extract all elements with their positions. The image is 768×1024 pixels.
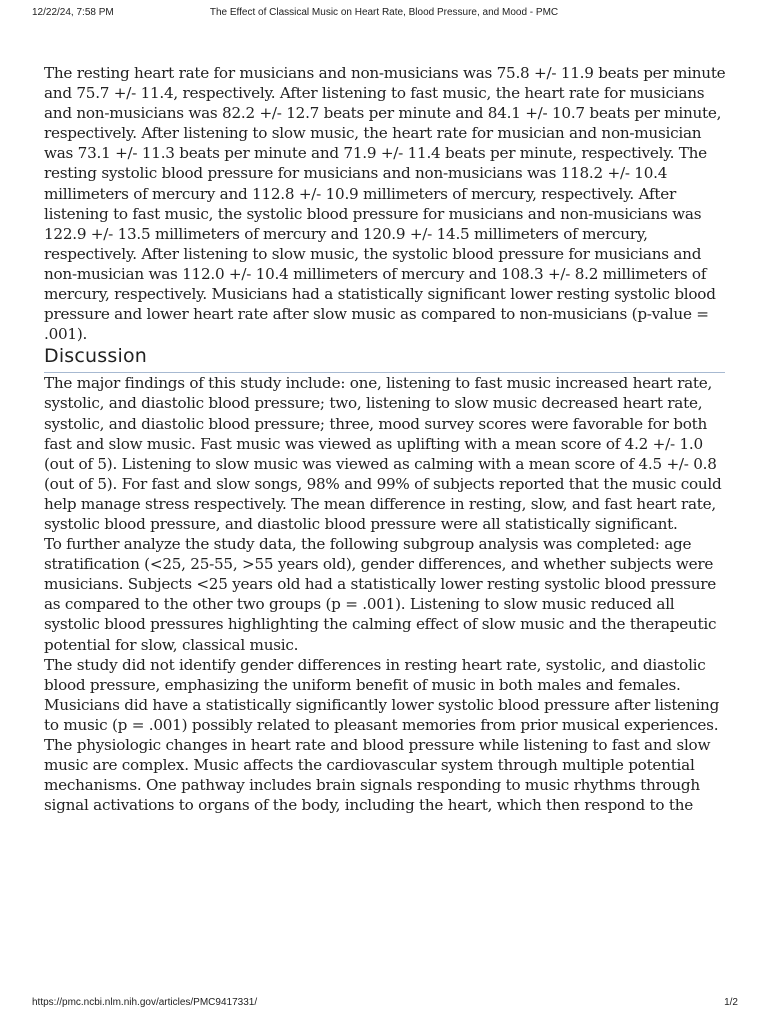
- print-page-title: The Effect of Classical Music on Heart Rate, Blood Pressure, and Mood - PMC: [209, 7, 559, 18]
- article-body: [44, 63, 734, 815]
- discussion-paragraph: The major findings of this study include: one, listening to fast music increased heart rate, systolic, and diastolic blood pressure; two, listening to slow music decreased heart rate, systolic, and diastolic blood pressure; three, mood survey scores were favorable for both fast and slow music. Fast music was viewed as uplifting with a mean score of 4.2 +/- 1.0 (out of 5). Listening to slow music was viewed as calming with a mean score of 4.5 +/- 0.8 (out of 5). For fast and slow songs, 98% and 99% of subjects reported that the music could help manage stress respectively. The mean difference in resting, slow, and fast heart rate, systolic blood pressure, and diastolic blood pressure were all statistically significant.: [44, 374, 722, 533]
- print-footer: [0, 996, 768, 1010]
- discussion-paragraph: To further analyze the study data, the following subgroup analysis was completed: age stratification (<25, 25-55, >55 years old), gender differences, and whether subjects were musicians. Subjects <25 years old had a statistically lower resting systolic blood pressure as compared to the other two groups (p = .001). Listening to slow music reduced all systolic blood pressures highlighting the calming effect of slow music and the therapeutic potential for slow, classical music.: [44, 535, 717, 654]
- page-url-link[interactable]: https://pmc.ncbi.nlm.nih.gov/articles/PMC9417331/: [32, 997, 258, 1008]
- discussion-heading: Discussion: [44, 344, 725, 373]
- discussion-paragraph: The study did not identify gender differences in resting heart rate, systolic, and diastolic blood pressure, emphasizing the uniform benefit of music in both males and females. Musicians did have a statistically significantly lower systolic blood pressure after listening to music (p = .001) possibly related to pleasant memories from prior musical experiences.: [44, 655, 720, 734]
- print-date: 12/22/24, 7:58 PM: [32, 7, 114, 18]
- print-header: [0, 6, 768, 20]
- discussion-paragraph: The physiologic changes in heart rate and blood pressure while listening to fast and slow music are complex. Music affects the cardiovascular system through multiple potential mechanisms. One pathway includes brain signals responding to music rhythms through signal activations to organs of the body, including the heart, which then respond to the: [44, 736, 711, 815]
- results-paragraph: The resting heart rate for musicians and non-musicians was 75.8 +/- 11.9 beats per minute and 75.7 +/- 11.4, respectively. After listening to fast music, the heart rate for musicians and non-musicians was 82.2 +/- 12.7 beats per minute and 84.1 +/- 10.7 beats per minute, respectively. After listening to slow music, the heart rate for musician and non-musician was 73.1 +/- 11.3 beats per minute and 71.9 +/- 11.4 beats per minute, respectively. The resting systolic blood pressure for musicians and non-musicians was 118.2 +/- 10.4 millimeters of mercury and 112.8 +/- 10.9 millimeters of mercury, respectively. After listening to fast music, the systolic blood pressure for musicians and non-musicians was 122.9 +/- 13.5 millimeters of mercury and 120.9 +/- 14.5 millimeters of mercury, respectively. After listening to slow music, the systolic blood pressure for musicians and non-musician was 112.0 +/- 10.4 millimeters of mercury and 108.3 +/- 8.2 millimeters of mercury, respectively. Musicians had a statistically significant lower resting systolic blood pressure and lower heart rate after slow music as compared to non-musicians (p-value = .001).: [44, 64, 726, 344]
- page-number: 1/2: [724, 997, 738, 1008]
